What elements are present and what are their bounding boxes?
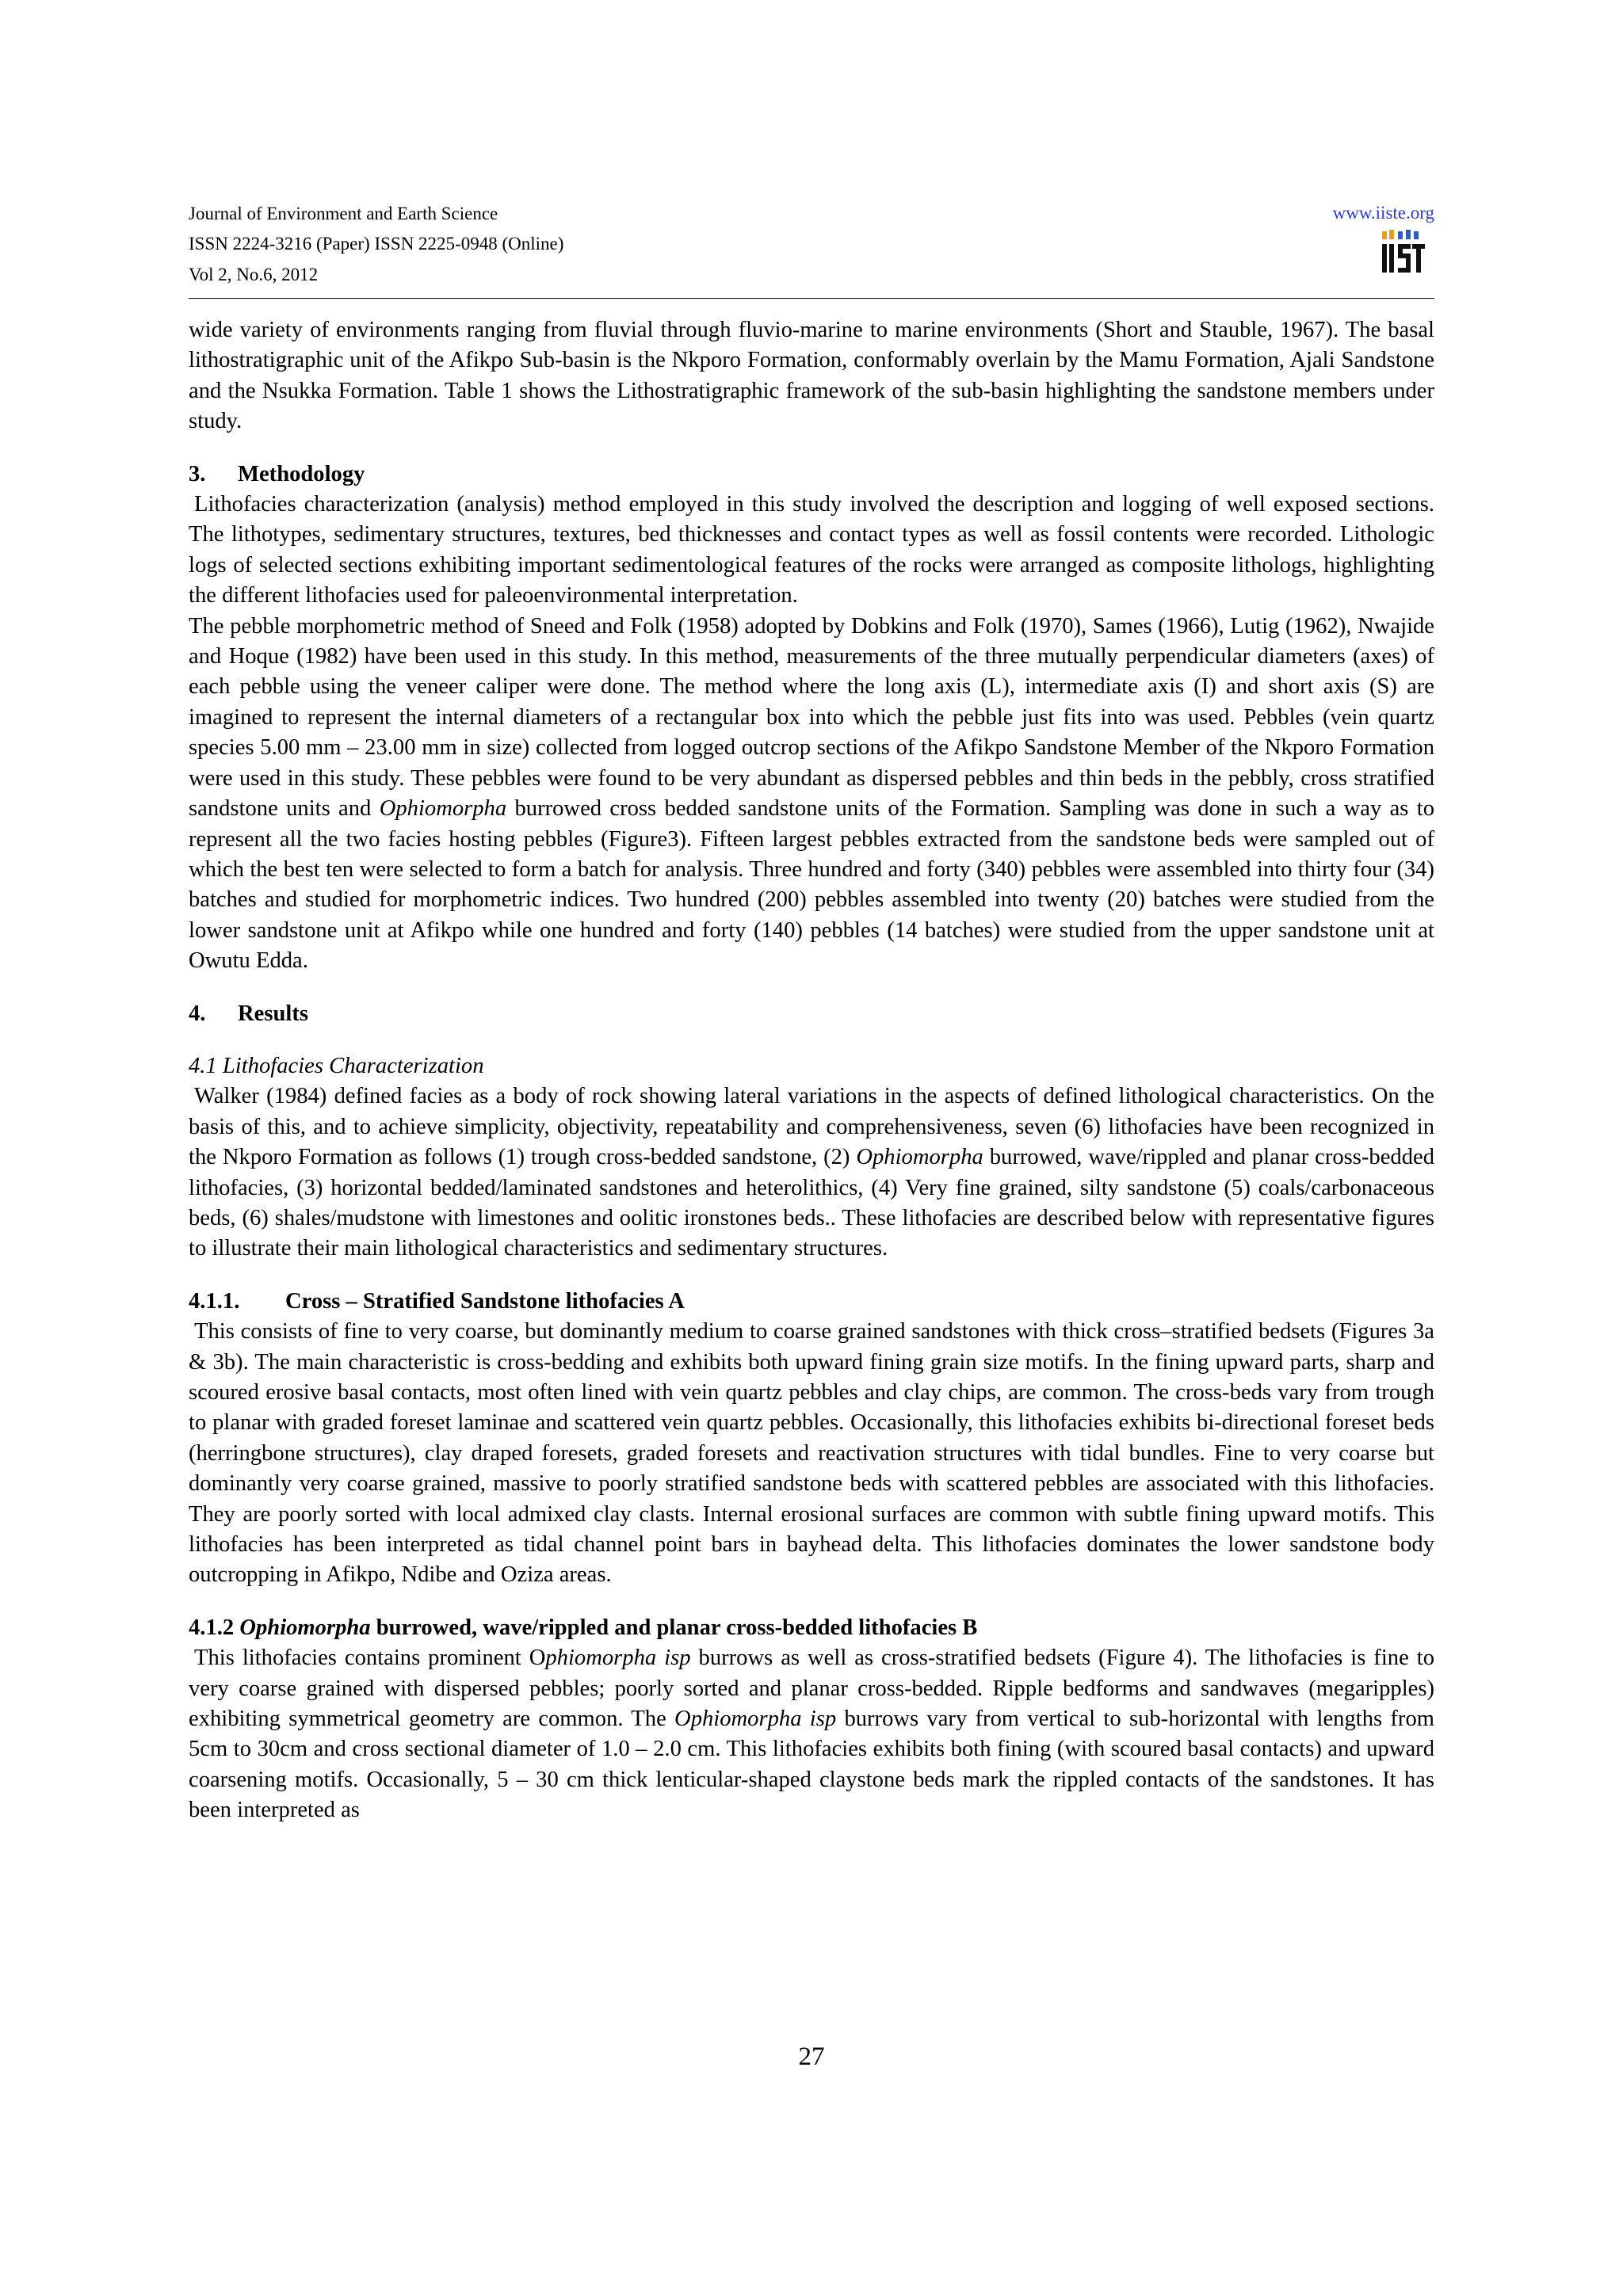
results-paragraph: Walker (1984) defined facies as a body of rock showing lateral variations in the aspects of defined lithological characteristics. On the basis of this, and to achieve simplicity, objectivity, repeatability and comprehensiveness, seven (6) lithofacies have been recognized in the Nkporo Formation as follows (1) trough cross-bedded sandstone, (2) Ophiomorpha burrowed, wave/rippled and planar cross-bedded lithofacies, (3) horizontal bedded/laminated sandstones and heterolithics, (4) Very fine grained, silty sandstone (5) coals/carbonaceous beds, (6) shales/mudstone with limestones and oolitic ironstones beds.. These lithofacies are described below with representative figures to illustrate their main lithological characteristics and sedimentary structures. (189, 1084, 1434, 1261)
issn: ISSN 2224-3216 (Paper) ISSN 2225-0948 (Online) (189, 234, 564, 254)
header-rule (189, 298, 1434, 299)
section-heading-methodology: 3. Methodology (189, 461, 365, 486)
subsection-heading-lithofacies: 4.1 Lithofacies Characterization (189, 1053, 484, 1078)
subsection-heading-facies-b: 4.1.2 Ophiomorpha burrowed, wave/rippled and planar cross-bedded lithofacies B (189, 1615, 978, 1640)
subsection-heading-facies-a: 4.1.1. Cross – Stratified Sandstone lithofacies A (189, 1288, 685, 1314)
methodology-paragraph-1: Lithofacies characterization (analysis) method employed in this study involved the description and logging of well exposed sections. The lithotypes, sedimentary structures, textures, bed thicknesses and contact types as well as fossil contents were recorded. Lithologic logs of selected sections exhibiting important sedimentological features of the rocks were arranged as composite lithologs, highlighting the different lithofacies used for paleoenvironmental interpretation. (189, 492, 1434, 608)
methodology-paragraph-2: The pebble morphometric method of Sneed and Folk (1958) adopted by Dobkins and Folk (1970), Sames (1966), Lutig (1962), Nwajide and Hoque (1982) have been used in this study. In this method, measurements of the three mutually perpendicular diameters (axes) of each pebble using the veneer caliper were done. The method where the long axis (L), intermediate axis (I) and short axis (S) are imagined to represent the internal diameters of a rectangular box into which the pebble just fits into was used. Pebbles (vein quartz species 5.00 mm – 23.00 mm in size) collected from logged outcrop sections of the Afikpo Sandstone Member of the Nkporo Formation were used in this study. These pebbles were found to be very abundant as dispersed pebbles and thin beds in the pebbly, cross stratified sandstone units and Ophiomorpha burrowed cross bedded sandstone units of the Formation. Sampling was done in such a way as to represent all the two facies hosting pebbles (Figure3). Fifteen largest pebbles extracted from the sandstone beds were sampled out of which the best ten were selected to form a batch for analysis. Three hundred and forty (340) pebbles were assembled into thirty four (34) batches and studied for morphometric indices. Two hundred (200) pebbles assembled into twenty (20) batches were studied from the lower sandstone unit at Afikpo while one hundred and forty (140) pebbles (14 batches) were studied from the upper sandstone unit at Owutu Edda. (189, 613, 1434, 974)
journal-name: Journal of Environment and Earth Science (189, 204, 498, 223)
page-number: 27 (798, 2042, 825, 2071)
volume-issue: Vol 2, No.6, 2012 (189, 265, 319, 284)
article-body (189, 315, 1434, 1826)
section-heading-results: 4. Results (189, 1001, 308, 1026)
facies-a-paragraph: This consists of fine to very coarse, but dominantly medium to coarse grained sandstones with thick cross–stratified bedsets (Figures 3a & 3b). The main characteristic is cross-bedding and exhibits both upward fining grain size motifs. In the fining upward parts, sharp and scoured erosive basal contacts, most often lined with vein quartz pebbles and clay chips, are common. The cross-beds vary from trough to planar with graded foreset laminae and scattered vein quartz pebbles. Occasionally, this lithofacies exhibits bi-directional foreset beds (herringbone structures), clay draped foresets, graded foresets and reactivation structures with tidal bundles. Fine to very coarse but dominantly very coarse grained, massive to poorly stratified sandstone beds with scattered pebbles are associated with this lithofacies. They are poorly sorted with local admixed clay clasts. Internal erosional surfaces are common with subtle fining upward motifs. This lithofacies has been interpreted as tidal channel point bars in bayhead delta. This lithofacies dominates the lower sandstone body outcropping in Afikpo, Ndibe and Oziza areas. (189, 1319, 1434, 1588)
journal-url-link[interactable]: www.iiste.org (1332, 203, 1434, 223)
facies-b-paragraph: This lithofacies contains prominent Ophiomorpha isp burrows as well as cross-stratified bedsets (Figure 4). The lithofacies is fine to very coarse grained with dispersed pebbles; poorly sorted and planar cross-bedded. Ripple bedforms and sandwaves (megaripples) exhibiting symmetrical geometry are common. The Ophiomorpha isp burrows vary from vertical to sub-horizontal with lengths from 5cm to 30cm and cross sectional diameter of 1.0 – 2.0 cm. This lithofacies exhibits both fining (with scoured basal contacts) and upward coarsening motifs. Occasionally, 5 – 30 cm thick lenticular-shaped claystone beds mark the rippled contacts of the sandstones. It has been interpreted as (189, 1646, 1434, 1823)
iiste-logo (1381, 230, 1426, 276)
intro-paragraph: wide variety of environments ranging from fluvial through fluvio-marine to marine environments (Short and Stauble, 1967). The basal lithostratigraphic unit of the Afikpo Sub-basin is the Nkporo Formation, conformably overlain by the Mamu Formation, Ajali Sandstone and the Nsukka Formation. Table 1 shows the Lithostratigraphic framework of the sub-basin highlighting the sandstone members under study. (189, 318, 1434, 434)
